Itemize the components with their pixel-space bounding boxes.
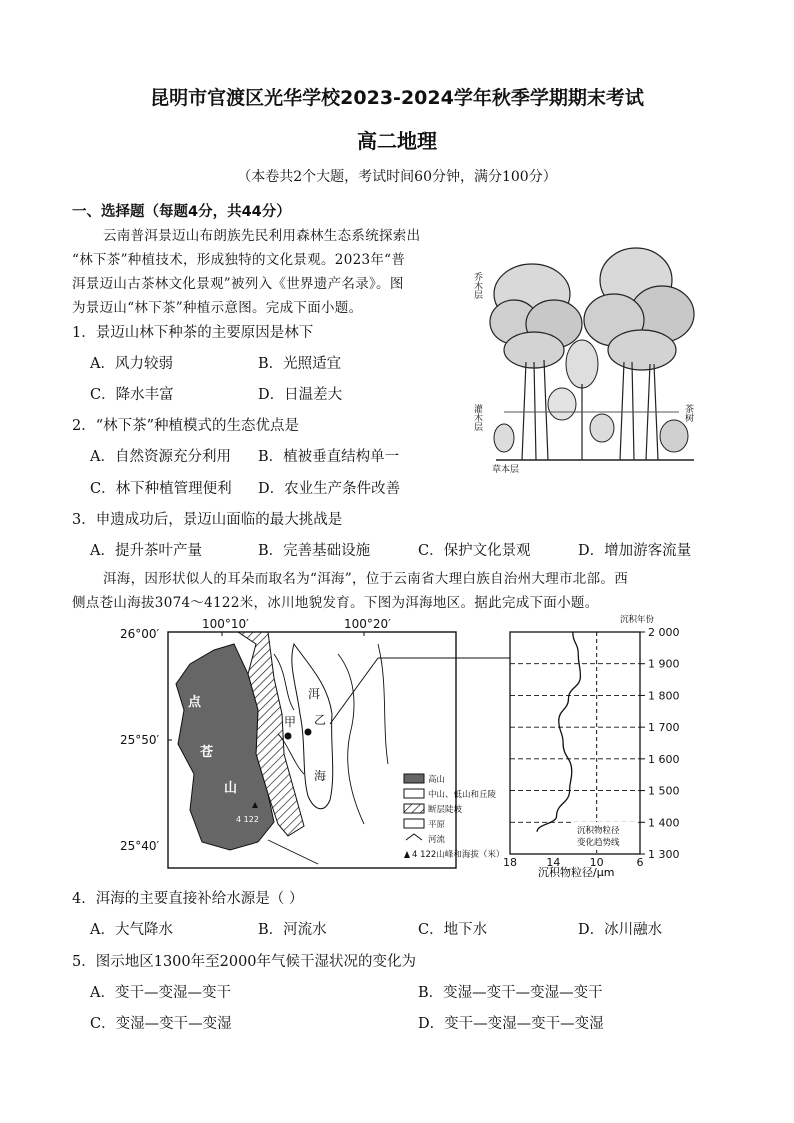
label-tea-tree: 茶树 xyxy=(683,404,693,422)
q1-option-d[interactable]: D．日温差大 xyxy=(258,387,343,403)
q5-option-d[interactable]: D．变干—变湿—变干—变湿 xyxy=(418,1016,604,1032)
q4-option-a[interactable]: A．大气降水 xyxy=(90,922,173,938)
question-2-stem: 2．“林下茶”种植模式的生态优点是 xyxy=(72,418,300,434)
mountain-char: 点 xyxy=(188,695,202,710)
q3-option-a[interactable]: A．提升茶叶产量 xyxy=(90,543,202,559)
y-tick-label: 2 000 xyxy=(648,626,680,639)
q2-option-d[interactable]: D．农业生产条件改善 xyxy=(258,481,401,497)
forest-layer-figure xyxy=(474,232,714,480)
point-yi xyxy=(305,729,312,736)
q2-option-b[interactable]: B．植被垂直结构单一 xyxy=(258,449,400,465)
x-tick-label: 18 xyxy=(503,856,517,869)
chart-y-ticks xyxy=(640,626,680,861)
legend-swatch-high xyxy=(404,774,424,783)
q4-option-b[interactable]: B．河流水 xyxy=(258,922,327,938)
question-3-stem: 3．申遗成功后，景迈山面临的最大挑战是 xyxy=(72,512,343,528)
q5-option-a[interactable]: A．变干—变湿—变干 xyxy=(90,985,231,1001)
passage1-line: 洱景迈山古茶林文化景观”被列入《世界遗产名录》。图 xyxy=(72,276,404,292)
q5-option-c[interactable]: C．变湿—变干—变湿 xyxy=(90,1016,232,1032)
exam-note: （本卷共2个大题，考试时间60分钟，满分100分） xyxy=(237,169,557,185)
y-tick-label: 1 700 xyxy=(648,721,680,735)
y-tick-label: 1 600 xyxy=(648,752,680,766)
legend-label: 中山、低山和丘陵 xyxy=(428,790,497,800)
peak-label: 4 122 xyxy=(236,815,259,824)
q2-option-c[interactable]: C．林下种植管理便利 xyxy=(90,481,232,497)
mountain-char: 苍 xyxy=(200,745,214,760)
legend-label: 4 122山峰和海拔（米） xyxy=(412,850,505,860)
passage1-line: “林下茶”种植技术，形成独特的文化景观。2023年“普 xyxy=(72,252,406,268)
x-tick-label: 6 xyxy=(636,856,644,869)
exam-subtitle: 高二地理 xyxy=(357,129,437,153)
legend-label: 河流 xyxy=(428,835,446,845)
label-shrub-layer: 灌木层 xyxy=(472,404,482,431)
lake-char: 海 xyxy=(314,769,327,783)
y-tick-label: 1 400 xyxy=(648,816,680,830)
point-yi-label: 乙 xyxy=(314,713,327,727)
legend-swatch-plain xyxy=(404,819,424,828)
forest-canopy xyxy=(490,248,694,388)
legend-swatch-hills xyxy=(404,789,424,798)
lat-label: 26°00′ xyxy=(120,627,160,641)
chart-frame xyxy=(510,632,640,854)
section-heading: 一、选择题（每题4分，共44分） xyxy=(72,204,291,220)
passage2-line: 洱海，因形状似人的耳朵而取名为“洱海”，位于云南省大理白族自治州大理市北部。西 xyxy=(103,571,629,587)
chart-legend-line1: 沉积物粒径 xyxy=(577,826,620,836)
lon-label: 100°20′ xyxy=(344,617,391,631)
exam-title: 昆明市官渡区光华学校2023-2024学年秋季学期期末考试 xyxy=(150,87,644,109)
q3-option-b[interactable]: B．完善基础设施 xyxy=(258,543,371,559)
point-jia-label: 甲 xyxy=(284,715,297,729)
passage1-line: 云南普洱景迈山布朗族先民利用森林生态系统探索出 xyxy=(103,228,421,244)
q1-option-b[interactable]: B．光照适宜 xyxy=(258,356,342,372)
chart-legend-line2: 变化趋势线 xyxy=(577,838,620,848)
lon-label: 100°10′ xyxy=(202,617,249,631)
y-tick-label: 1 500 xyxy=(648,784,680,798)
y-tick-label: 1 900 xyxy=(648,657,680,671)
x-tick-label: 14 xyxy=(546,856,561,869)
question-4-stem: 4．洱海的主要直接补给水源是（ ） xyxy=(72,891,304,907)
q3-option-d[interactable]: D．增加游客流量 xyxy=(578,543,692,559)
chart-ylabel: 沉积年份 xyxy=(620,615,655,625)
legend-swatch-fault xyxy=(404,804,424,813)
label-herb-layer: 草本层 xyxy=(492,465,520,475)
legend-label: 高山 xyxy=(428,775,446,785)
q2-option-a[interactable]: A．自然资源充分利用 xyxy=(90,449,231,465)
y-tick-label: 1 800 xyxy=(648,689,680,703)
lake-char: 洱 xyxy=(308,687,321,701)
point-jia xyxy=(285,733,292,740)
passage2-line: 侧点苍山海拔3074～4122米，冰川地貌发育。下图为洱海地区。据此完成下面小题。 xyxy=(72,595,599,611)
q4-option-c[interactable]: C．地下水 xyxy=(418,922,488,938)
q1-option-c[interactable]: C．降水丰富 xyxy=(90,387,174,403)
y-tick-label: 1 300 xyxy=(648,848,680,861)
legend-label: 平原 xyxy=(428,820,446,830)
x-tick-label: 10 xyxy=(589,856,604,869)
q3-option-c[interactable]: C．保护文化景观 xyxy=(418,543,531,559)
lat-label: 25°40′ xyxy=(120,839,160,853)
legend-label: 断层陡坡 xyxy=(428,805,463,815)
sediment-chart xyxy=(498,614,690,880)
chart-xlabel: 沉积物粒径/μm xyxy=(538,866,615,879)
question-1-stem: 1．景迈山林下种茶的主要原因是林下 xyxy=(72,325,314,341)
label-tree-layer: 乔木层 xyxy=(472,272,482,299)
question-5-stem: 5．图示地区1300年至2000年气候干湿状况的变化为 xyxy=(72,954,417,970)
passage1-line: 为景迈山“林下茶”种植示意图。完成下面小题。 xyxy=(72,300,363,316)
lat-label: 25°50′ xyxy=(120,733,160,747)
q1-option-a[interactable]: A．风力较弱 xyxy=(90,356,173,372)
erhai-map xyxy=(118,614,518,874)
mountain-char: 山 xyxy=(224,781,238,796)
q4-option-d[interactable]: D．冰川融水 xyxy=(578,922,663,938)
q5-option-b[interactable]: B．变湿—变干—变湿—变干 xyxy=(418,985,603,1001)
